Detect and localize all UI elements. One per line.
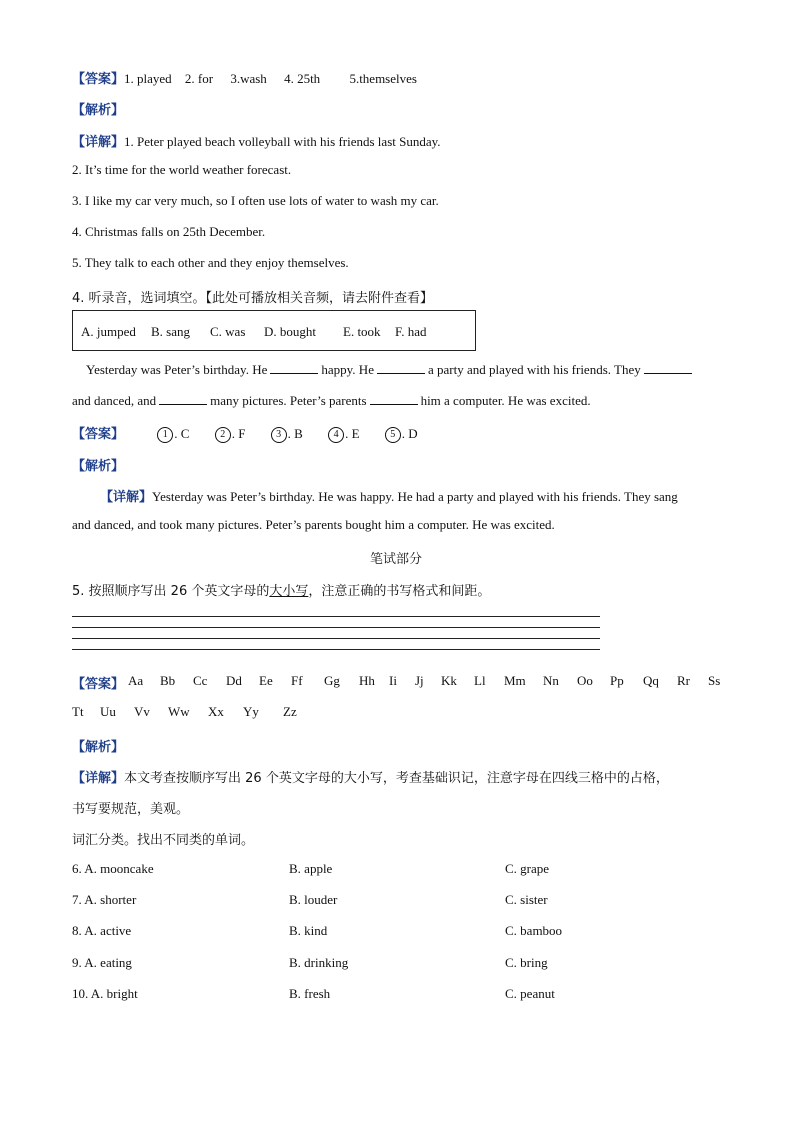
answer-item: 1 . C	[157, 426, 189, 441]
letter-pair: Pp	[610, 673, 624, 688]
letter-pair: Vv	[134, 704, 150, 719]
q4-title: 4. 听录音，选词填空。【此处可播放相关音频，请去附件查看】	[72, 291, 434, 306]
q4-analysis-tag: 【解析】	[72, 459, 125, 474]
vocab-option: C. peanut	[505, 986, 555, 1001]
circled-number: 2	[215, 427, 231, 443]
blank	[370, 392, 418, 405]
answer-item: 3.wash	[230, 71, 267, 86]
letter-pair: Tt	[72, 704, 84, 719]
letter-pair: Ii	[389, 673, 397, 688]
answer-item: 2. for	[184, 71, 214, 86]
letter-pair: Hh	[359, 673, 375, 688]
q3-answer-line	[72, 68, 417, 87]
letter-pair: Xx	[208, 704, 224, 719]
q4-detail-line: and danced, and took many pictures. Peter’s parents bought him a computer. He was excited.	[72, 517, 555, 532]
detail-tag: 【详解】	[100, 490, 153, 505]
option: F. had	[395, 324, 427, 339]
q3-analysis-tag: 【解析】	[72, 103, 125, 118]
circled-number: 3	[271, 427, 287, 443]
vocab-option: B. apple	[289, 861, 333, 876]
q4-options-box	[72, 310, 476, 351]
letter-pair: Cc	[193, 673, 208, 688]
text: and danced, and	[72, 393, 157, 408]
q5-title: 5. 按照顺序写出 26 个英文字母的大小写，注意正确的书写格式和间距。	[72, 584, 491, 599]
blank	[377, 361, 425, 374]
detail-tag: 【详解】	[72, 135, 125, 150]
letter-pair: Ss	[708, 673, 721, 688]
text: a party and played with his friends. They	[427, 362, 641, 377]
q5-answer-line	[72, 673, 124, 692]
circled-number: 5	[385, 427, 401, 443]
letter-pair: Dd	[226, 673, 242, 688]
vocab-option: 6. A. mooncake	[72, 861, 154, 876]
letter-pair: Gg	[324, 673, 340, 688]
letter-pair: Uu	[100, 704, 116, 719]
blank	[644, 361, 692, 374]
letter-pair: Ll	[474, 673, 486, 688]
letter-pair: Yy	[243, 704, 259, 719]
answer-item: 3 . B	[271, 426, 303, 441]
vocab-option: 7. A. shorter	[72, 892, 137, 907]
vocab-option: 9. A. eating	[72, 955, 132, 970]
answer-tag: 【答案】	[72, 427, 125, 442]
letter-pair: Ff	[291, 673, 303, 688]
answer-item: 2 . F	[215, 426, 246, 441]
vocab-option: B. fresh	[289, 986, 331, 1001]
detail-text: Yesterday was Peter’s birthday. He was happy. He had a party and played with his friends. They sang	[152, 489, 678, 504]
detail-tag: 【详解】	[72, 771, 125, 786]
option: B. sang	[151, 324, 190, 339]
q3-detail-line	[72, 131, 441, 150]
writing-line	[72, 616, 600, 617]
vocab-option: 10. A. bright	[72, 986, 138, 1001]
detail-text: 本文考查按顺序写出 26 个英文字母的大小写，考查基础识记，注意字母在四线三格中的占格，	[124, 771, 669, 786]
q4-paragraph-line2	[72, 392, 591, 409]
q5-detail-line: 书写要规范，美观。	[72, 802, 190, 817]
q3-detail-line: 2. It’s time for the world weather forecast.	[72, 162, 292, 177]
answer-item: 5.themselves	[349, 71, 417, 86]
vocab-option: C. grape	[505, 861, 550, 876]
option: C. was	[210, 324, 246, 339]
letter-pair: Kk	[441, 673, 457, 688]
letter-pair: Oo	[577, 673, 593, 688]
q4-answer-line	[72, 423, 418, 443]
blank	[270, 361, 318, 374]
text: Yesterday was Peter’s birthday. He	[86, 362, 268, 377]
writing-line	[72, 638, 600, 639]
circled-number: 1	[157, 427, 173, 443]
vocab-title: 词汇分类。找出不同类的单词。	[72, 833, 255, 848]
answer-item: 4. 25th	[284, 71, 321, 86]
letter-pair: Rr	[677, 673, 690, 688]
vocab-option: C. bring	[505, 955, 548, 970]
vocab-option: C. sister	[505, 892, 548, 907]
q4-paragraph-line1	[86, 361, 695, 378]
letter-pair: Zz	[283, 704, 297, 719]
text: many pictures. Peter’s parents	[210, 393, 367, 408]
answer-tag: 【答案】	[72, 677, 125, 692]
writing-line	[72, 627, 600, 628]
text: happy. He	[321, 362, 374, 377]
answer-item: 1. played	[124, 71, 172, 86]
vocab-option: 8. A. active	[72, 923, 132, 938]
answer-item: 4 . E	[328, 426, 359, 441]
letter-pair: Ww	[168, 704, 190, 719]
vocab-option: C. bamboo	[505, 923, 563, 938]
letter-pair: Jj	[415, 673, 424, 688]
blank	[159, 392, 207, 405]
letter-pair: Ee	[259, 673, 273, 688]
letter-pair: Aa	[128, 673, 144, 688]
vocab-option: B. louder	[289, 892, 338, 907]
answer-item: 5 . D	[385, 426, 418, 441]
letter-pair: Bb	[160, 673, 176, 688]
q5-analysis-tag: 【解析】	[72, 740, 125, 755]
letter-pair: Mm	[504, 673, 526, 688]
option: D. bought	[264, 324, 316, 339]
text: him a computer. He was excited.	[420, 393, 591, 408]
option: A. jumped	[81, 324, 136, 339]
vocab-option: B. drinking	[289, 955, 349, 970]
circled-number: 4	[328, 427, 344, 443]
vocab-option: B. kind	[289, 923, 328, 938]
answer-tag: 【答案】	[72, 72, 125, 87]
section-title: 笔试部分	[370, 552, 423, 567]
detail-text: 1. Peter played beach volleyball with his friends last Sunday.	[124, 134, 441, 149]
q3-detail-line: 4. Christmas falls on 25th December.	[72, 224, 266, 239]
q4-detail-line	[100, 486, 678, 505]
q3-detail-line: 5. They talk to each other and they enjoy themselves.	[72, 255, 349, 270]
option: E. took	[343, 324, 381, 339]
letter-pair: Qq	[643, 673, 659, 688]
writing-line	[72, 649, 600, 650]
q5-detail-line	[72, 767, 669, 786]
letter-pair: Nn	[543, 673, 559, 688]
q3-detail-line: 3. I like my car very much, so I often use lots of water to wash my car.	[72, 193, 439, 208]
